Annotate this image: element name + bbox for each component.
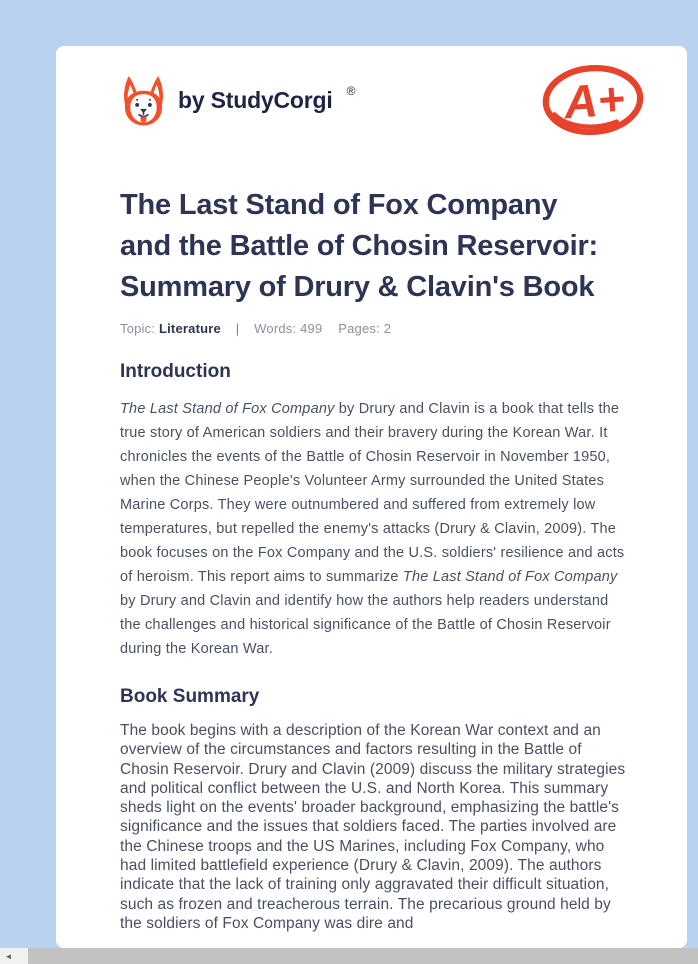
section-heading-book-summary: Book Summary (120, 686, 260, 707)
studycorgi-brand[interactable] (120, 75, 355, 126)
meta-divider: | (235, 321, 240, 336)
topic-label: Topic: (120, 321, 156, 336)
brand-text: by StudyCorgi (178, 86, 333, 113)
document-header (120, 61, 646, 139)
horizontal-scrollbar[interactable] (0, 948, 698, 964)
horizontal-scrollbar-thumb[interactable] (28, 948, 698, 964)
registered-trademark-icon: ® (346, 84, 356, 98)
document-card (56, 46, 687, 948)
document-content (56, 46, 687, 933)
a-plus-grade-badge-icon (540, 61, 646, 139)
page-title-line-1: The Last Stand of Fox Company (120, 189, 558, 221)
pages-count: Pages: 2 (338, 321, 392, 336)
page-title (120, 185, 632, 308)
corgi-logo-icon (120, 75, 167, 126)
page-title-line-3: Summary of Drury & Clavin's Book (120, 271, 595, 303)
scrollbar-left-arrow-icon[interactable]: ◄ (0, 948, 17, 964)
book-summary-paragraph: The book begins with a description of the Korean War context and an overview of the circumstances and factors resulting in the Battle of Chosin Reservoir. Drury and Clavin (2009) discuss the military strategies and political conflict between the U.S. and North Korea. This summary sheds light on the events' broader background, emphasizing the battle's significance and the issues that soldiers faced. The parties involved are the Chinese troops and the US Marines, including Fox Company, who had limited battlefield experience (Drury & Clavin, 2009). The authors indicate that the lack of training only aggravated their difficult situation, such as frozen and treacherous terrain. The precarious ground held by the soldiers of Fox Company was dire and (120, 722, 626, 932)
badge-grade-text: A+ (562, 72, 627, 129)
introduction-paragraph: The Last Stand of Fox Company by Drury and Clavin is a book that tells the true story of American soldiers and their bravery during the Korean War. It chronicles the events of the Battle of Chosin Reservoir in November 1950, when the Chinese People's Volunteer Army surrounded the United States Marine Corps. They were outnumbered and suffered from extremely low temperatures, but repelled the enemy's attacks (Drury & Clavin, 2009). The book focuses on the Fox Company and the U.S. soldiers' resilience and acts of heroism. This report aims to summarize The Last Stand of Fox Company by Drury and Clavin and identify how the authors help readers understand the challenges and historical significance of the Battle of Chosin Reservoir during the Korean War. (120, 401, 625, 657)
topic-link[interactable]: Literature (158, 321, 221, 336)
words-count: Words: 499 (254, 321, 323, 336)
document-meta (120, 321, 632, 336)
section-heading-introduction: Introduction (120, 361, 231, 382)
page-title-line-2: and the Battle of Chosin Reservoir: (120, 230, 599, 262)
